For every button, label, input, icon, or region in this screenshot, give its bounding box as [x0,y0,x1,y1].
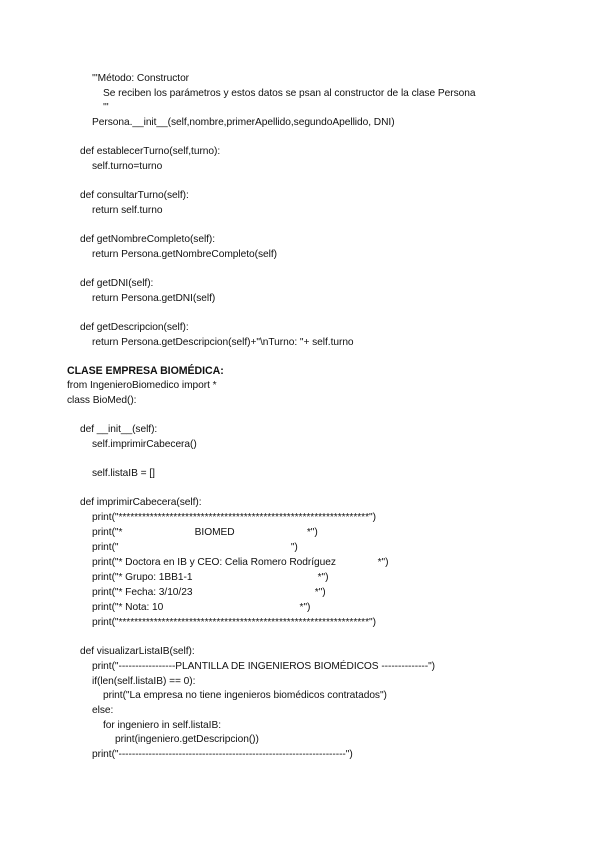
code-line: print(" ") [92,542,298,553]
code-line: print("La empresa no tiene ingenieros biomédicos contratados") [103,690,387,701]
code-line: self.listaIB = [] [92,468,155,479]
code-line: if(len(self.listaIB) == 0): [92,676,196,687]
code-line: def __init__(self): [80,424,158,435]
code-line: def getNombreCompleto(self): [80,234,216,245]
code-line: print("* Nota: 10 *") [92,602,311,613]
code-line: self.imprimirCabecera() [92,439,197,450]
code-line: class BioMed(): [67,395,137,406]
code-line: def visualizarListaIB(self): [80,646,195,657]
code-line: print("****************************************************************") [92,512,376,523]
code-line: return self.turno [92,205,163,216]
code-line: print("* BIOMED *") [92,527,318,538]
code-line: return Persona.getDNI(self) [92,293,216,304]
section-heading: CLASE EMPRESA BIOMÉDICA: [67,365,224,377]
code-line: print("* Grupo: 1BB1-1 *") [92,572,329,583]
code-line: def getDescripcion(self): [80,322,189,333]
code-line: print("--------------------------------------------------------------------") [92,749,353,760]
code-line: print(ingeniero.getDescripcion()) [115,734,259,745]
code-line: ''' [103,102,109,113]
code-line: Se reciben los parámetros y estos datos se psan al constructor de la clase Persona [103,88,476,99]
code-line: for ingeniero in self.listaIB: [103,720,221,731]
code-line: self.turno=turno [92,161,163,172]
code-line: def imprimirCabecera(self): [80,497,202,508]
code-line: '''Método: Constructor [92,73,190,84]
code-line: def consultarTurno(self): [80,190,189,201]
code-line: print("****************************************************************") [92,617,376,628]
code-line: print("-----------------PLANTILLA DE INGENIEROS BIOMÉDICOS --------------") [92,661,436,672]
code-line: return Persona.getNombreCompleto(self) [92,249,277,260]
code-line: Persona.__init__(self,nombre,primerApellido,segundoApellido, DNI) [92,117,395,128]
code-line: print("* Fecha: 3/10/23 *") [92,587,326,598]
code-line: else: [92,705,114,716]
code-line: return Persona.getDescripcion(self)+"\nTurno: "+ self.turno [92,337,354,348]
code-line: def getDNI(self): [80,278,154,289]
code-line: def establecerTurno(self,turno): [80,146,221,157]
code-line: from IngenieroBiomedico import * [67,380,217,391]
code-line: print("* Doctora en IB y CEO: Celia Romero Rodríguez *") [92,557,389,568]
